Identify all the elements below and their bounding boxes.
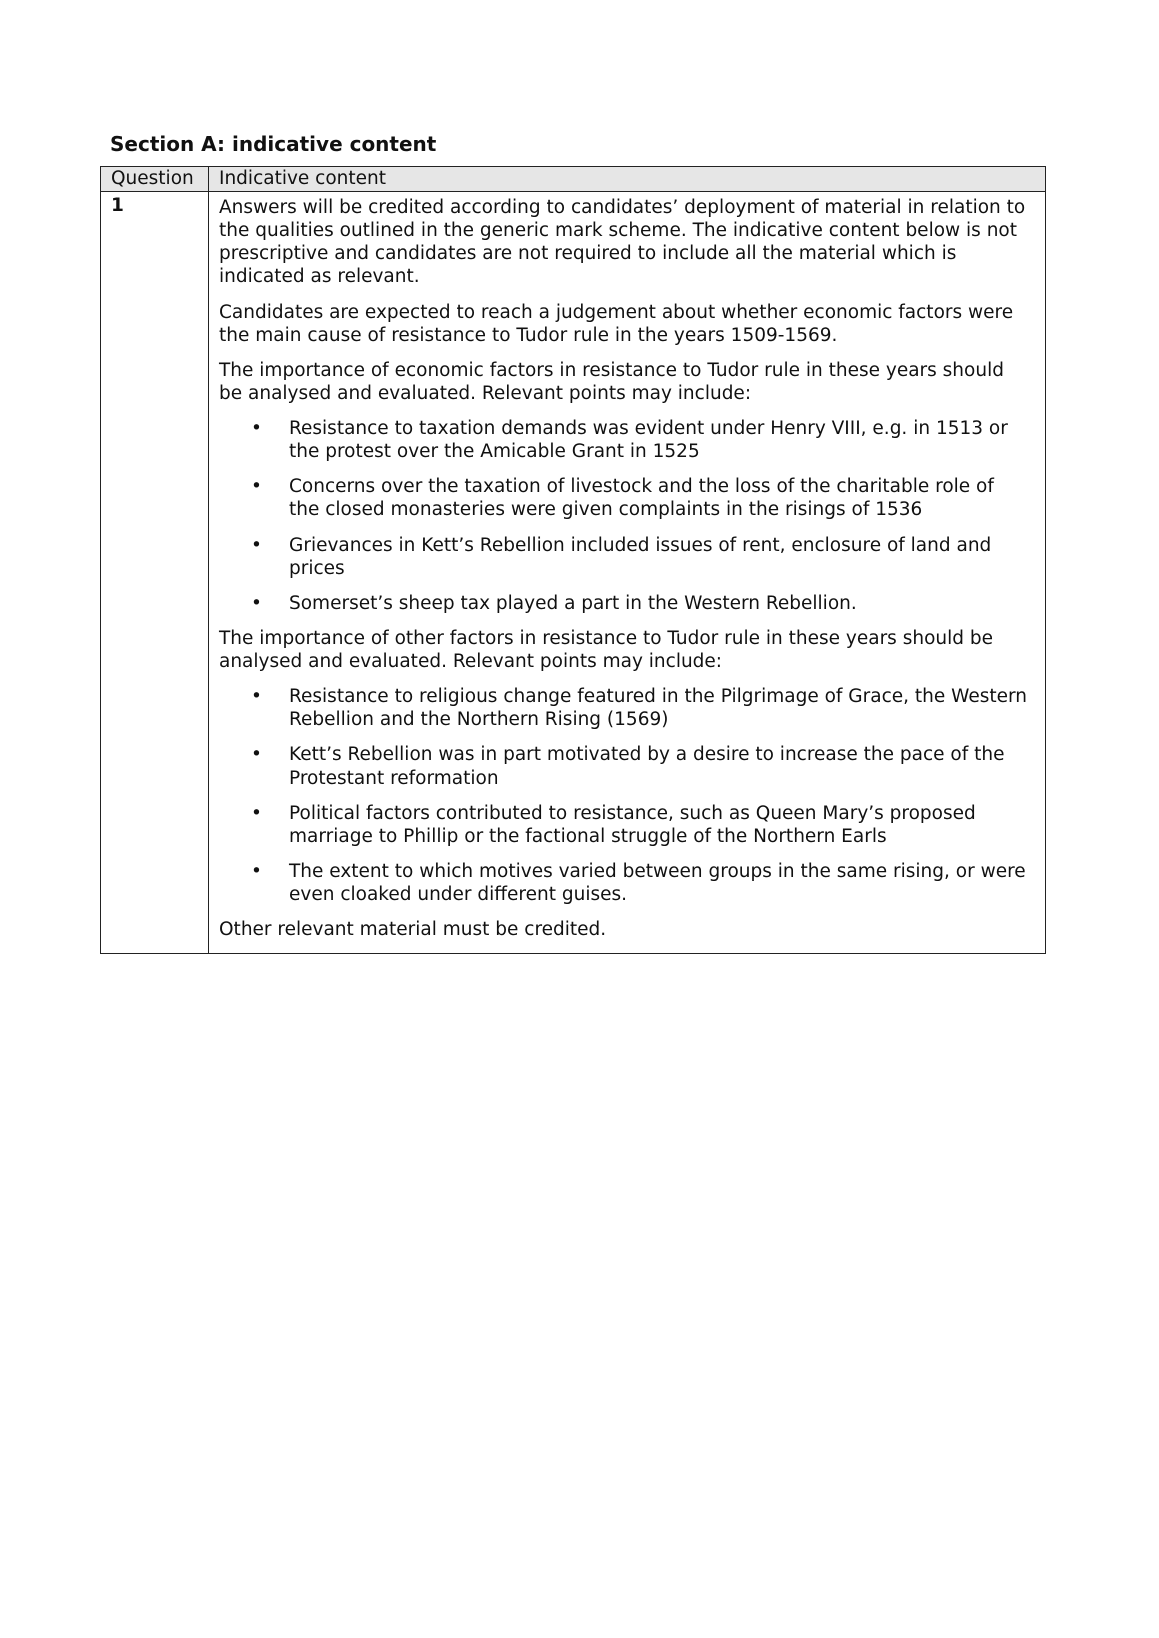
list-item-text: The extent to which motives varied between groups in the same rising, or were even cloaked under different guises. [289, 860, 1026, 905]
closing-note: Other relevant material must be credited. [219, 919, 607, 941]
other-points-list [219, 685, 1027, 906]
section-title: Section A: indicative content [110, 132, 437, 156]
bullet-icon: • [251, 860, 262, 882]
column-header-indicative-content: Indicative content [209, 167, 1046, 192]
list-item-text: Resistance to religious change featured in the Pilgrimage of Grace, the Western Rebellion and the Northern Rising (1569) [289, 686, 1027, 731]
list-item-text: Resistance to taxation demands was evident under Henry VIII, e.g. in 1513 or the protest over the Amicable Grant in 1525 [289, 418, 1008, 463]
list-item-text: Political factors contributed to resistance, such as Queen Mary’s proposed marriage to Phillip or the factional struggle of the Northern Earls [289, 802, 976, 847]
list-item-text: Concerns over the taxation of livestock and the loss of the charitable role of the closed monasteries were given complaints in the risings of 1536 [289, 476, 994, 521]
intro-paragraph: Candidates are expected to reach a judgement about whether economic factors were the main cause of resistance to Tudor rule in the years 1509-1569. [219, 301, 1014, 346]
list-item [251, 860, 1027, 906]
list-item [251, 417, 1027, 463]
bullet-icon: • [251, 686, 262, 708]
bullet-icon: • [251, 802, 262, 824]
intro-paragraph: Answers will be credited according to candidates’ deployment of material in relation to the qualities outlined in the generic mark scheme. The indicative content below is not prescriptive and candidates are not required to include all the material which is indicated as relevant. [219, 197, 1026, 288]
indicative-content-cell [209, 192, 1046, 954]
list-item-text: Somerset’s sheep tax played a part in the Western Rebellion. [289, 592, 857, 614]
list-item [251, 475, 1027, 521]
bullet-icon: • [251, 476, 262, 498]
list-item-text: Grievances in Kett’s Rebellion included issues of rent, enclosure of land and prices [289, 534, 992, 579]
economic-points-list [219, 417, 1027, 615]
question-number: 1 [101, 192, 209, 954]
other-factors-intro: The importance of other factors in resistance to Tudor rule in these years should be analysed and evaluated. Relevant points may include: [219, 627, 994, 672]
page [100, 132, 1046, 954]
list-item [251, 534, 1027, 580]
table-header-row [101, 167, 1046, 192]
list-item [251, 802, 1027, 848]
list-item-text: Kett’s Rebellion was in part motivated by a desire to increase the pace of the Protestant reformation [289, 744, 1005, 789]
bullet-icon: • [251, 418, 262, 439]
indicative-content-table [100, 166, 1046, 954]
economic-factors-intro: The importance of economic factors in resistance to Tudor rule in these years should be analysed and evaluated. Relevant points may include: [219, 359, 1004, 404]
bullet-icon: • [251, 534, 262, 556]
bullet-icon: • [251, 744, 262, 766]
list-item [251, 685, 1027, 731]
column-header-question: Question [101, 167, 209, 192]
table-row [101, 192, 1046, 954]
list-item [251, 743, 1027, 789]
list-item [251, 592, 1027, 615]
bullet-icon: • [251, 592, 262, 614]
